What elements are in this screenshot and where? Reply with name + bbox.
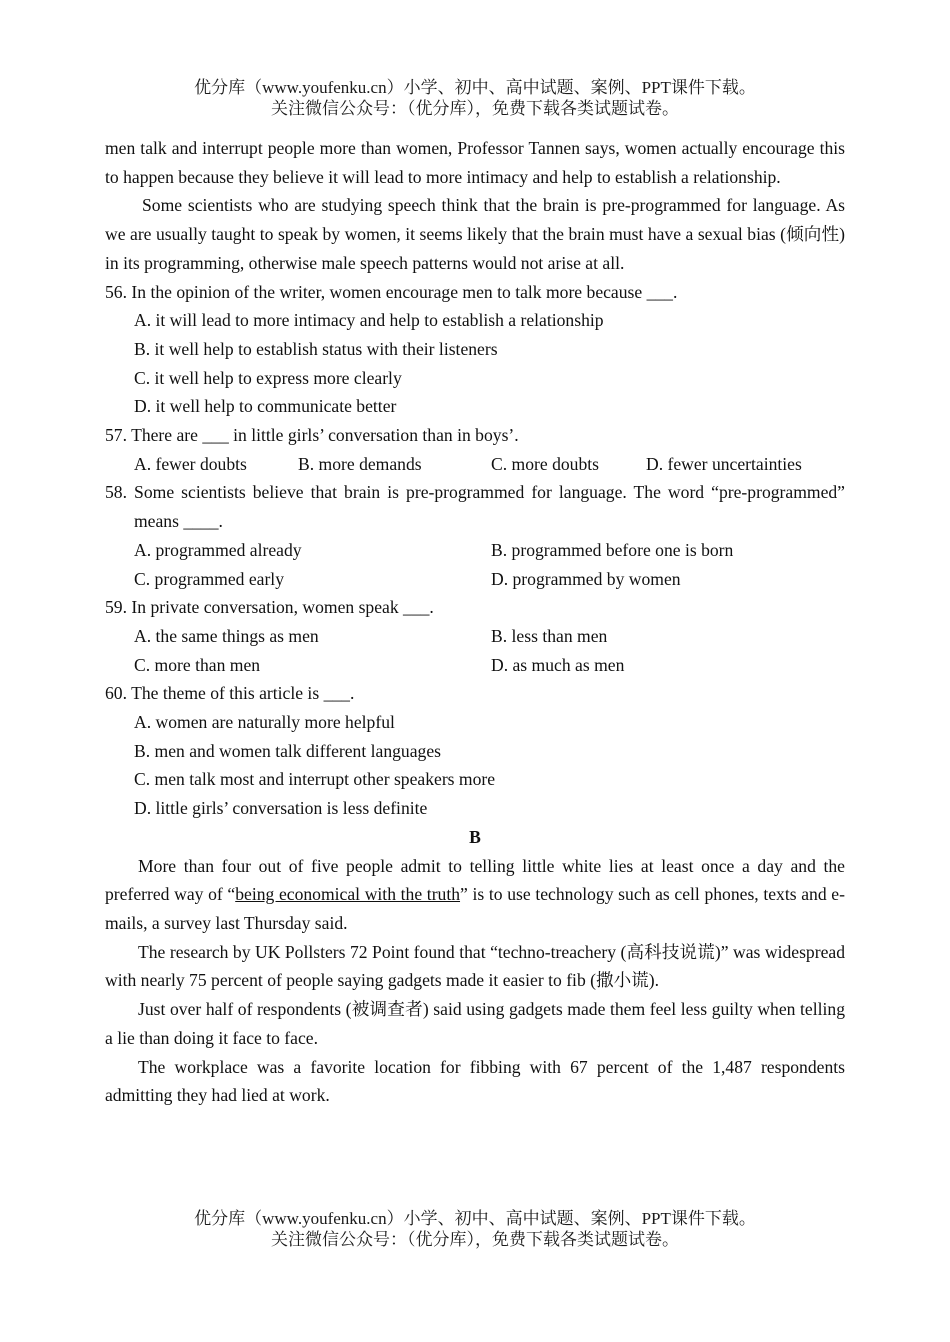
question-59-stem: 59. In private conversation, women speak ___.: [105, 597, 434, 618]
question-58-option-c: C. programmed early: [134, 568, 284, 589]
passage-b-paragraph-1: [105, 852, 845, 938]
section-title-b: B: [469, 826, 481, 847]
question-58: [105, 478, 845, 593]
question-59-option-d: D. as much as men: [491, 654, 625, 675]
question-56-option-a: A. it will lead to more intimacy and help to establish a relationship: [134, 310, 604, 331]
page-footer: [0, 1208, 950, 1250]
question-57-options: [105, 450, 845, 479]
question-60-option-d: D. little girls’ conversation is less definite: [134, 798, 428, 819]
passage-b-p1-before: More than four out of five people admit to telling little white lies at least once a day and the preferred way of “: [105, 855, 845, 905]
document-body: [105, 134, 845, 1110]
passage-b-p1-after: ” is to use technology such as cell phones, texts and e-mails, a survey last Thursday said.: [105, 884, 845, 933]
header-line-1: 优分库（www.youfenku.cn）小学、初中、高中试题、案例、PPT课件下载。: [194, 78, 756, 97]
question-56: [105, 278, 845, 422]
underlined-phrase: being economical with the truth: [235, 884, 461, 905]
question-60-option-c: C. men talk most and interrupt other speakers more: [134, 769, 496, 790]
question-59-options-row-1: [105, 622, 845, 651]
question-59: [105, 593, 845, 679]
question-59-option-b: B. less than men: [491, 625, 608, 646]
question-58-option-a: A. programmed already: [134, 539, 302, 560]
question-60-option-b: B. men and women talk different languages: [134, 740, 441, 761]
question-57-option-a: A. fewer doubts: [134, 453, 247, 474]
question-56-option-d: D. it well help to communicate better: [134, 396, 397, 417]
question-56-stem: 56. In the opinion of the writer, women encourage men to talk more because ___.: [105, 281, 678, 302]
question-60-option-a: A. women are naturally more helpful: [134, 712, 395, 733]
question-57-stem: 57. There are ___ in little girls’ conversation than in boys’.: [105, 425, 519, 446]
page-header: [0, 77, 950, 119]
footer-line-2: 关注微信公众号：（优分库），免费下载各类试题试卷。: [271, 1230, 679, 1249]
question-58-options-row-1: [105, 536, 845, 565]
question-56-option-c: C. it well help to express more clearly: [134, 367, 402, 388]
question-57-option-b: B. more demands: [298, 453, 422, 474]
passage-b-paragraph-3: Just over half of respondents (被调查者) said using gadgets made them feel less guilty when telling a lie than doing it face to face.: [105, 999, 845, 1048]
question-58-options-row-2: [105, 565, 845, 594]
passage-b-paragraph-4: The workplace was a favorite location for fibbing with 67 percent of the 1,487 respondents admitting they had lied at work.: [105, 1056, 845, 1106]
question-57-option-c: C. more doubts: [491, 453, 600, 474]
question-58-option-b: B. programmed before one is born: [491, 539, 734, 560]
question-56-option-b: B. it well help to establish status with their listeners: [134, 338, 498, 359]
question-57-option-d: D. fewer uncertainties: [646, 453, 802, 474]
passage-a-paragraph-1: men talk and interrupt people more than women, Professor Tannen says, women actually encourage this to happen because they believe it will lead to more intimacy and help to establish a relationship.: [105, 138, 845, 187]
question-60: [105, 679, 845, 823]
question-59-option-c: C. more than men: [134, 654, 261, 675]
footer-line-1: 优分库（www.youfenku.cn）小学、初中、高中试题、案例、PPT课件下载。: [194, 1209, 756, 1228]
header-line-2: 关注微信公众号：（优分库），免费下载各类试题试卷。: [271, 99, 679, 118]
question-57: [105, 421, 845, 478]
question-60-stem: 60. The theme of this article is ___.: [105, 683, 355, 704]
question-58-stem: 58. Some scientists believe that brain is pre-programmed for language. The word “pre-programmed” means ____.: [105, 482, 845, 532]
question-59-option-a: A. the same things as men: [134, 625, 319, 646]
passage-b-paragraph-2: The research by UK Pollsters 72 Point found that “techno-treachery (高科技说谎)” was widespread with nearly 75 percent of people saying gadgets made it easier to fib (撒小谎).: [105, 941, 845, 991]
question-58-option-d: D. programmed by women: [491, 568, 681, 589]
passage-a-paragraph-2: Some scientists who are studying speech think that the brain is pre-programmed for language. As we are usually taught to speak by women, it seems likely that the brain must have a sexual bias (倾向性) in its programming, otherwise male speech patterns would not arise at all.: [105, 195, 845, 273]
question-59-options-row-2: [105, 651, 845, 680]
